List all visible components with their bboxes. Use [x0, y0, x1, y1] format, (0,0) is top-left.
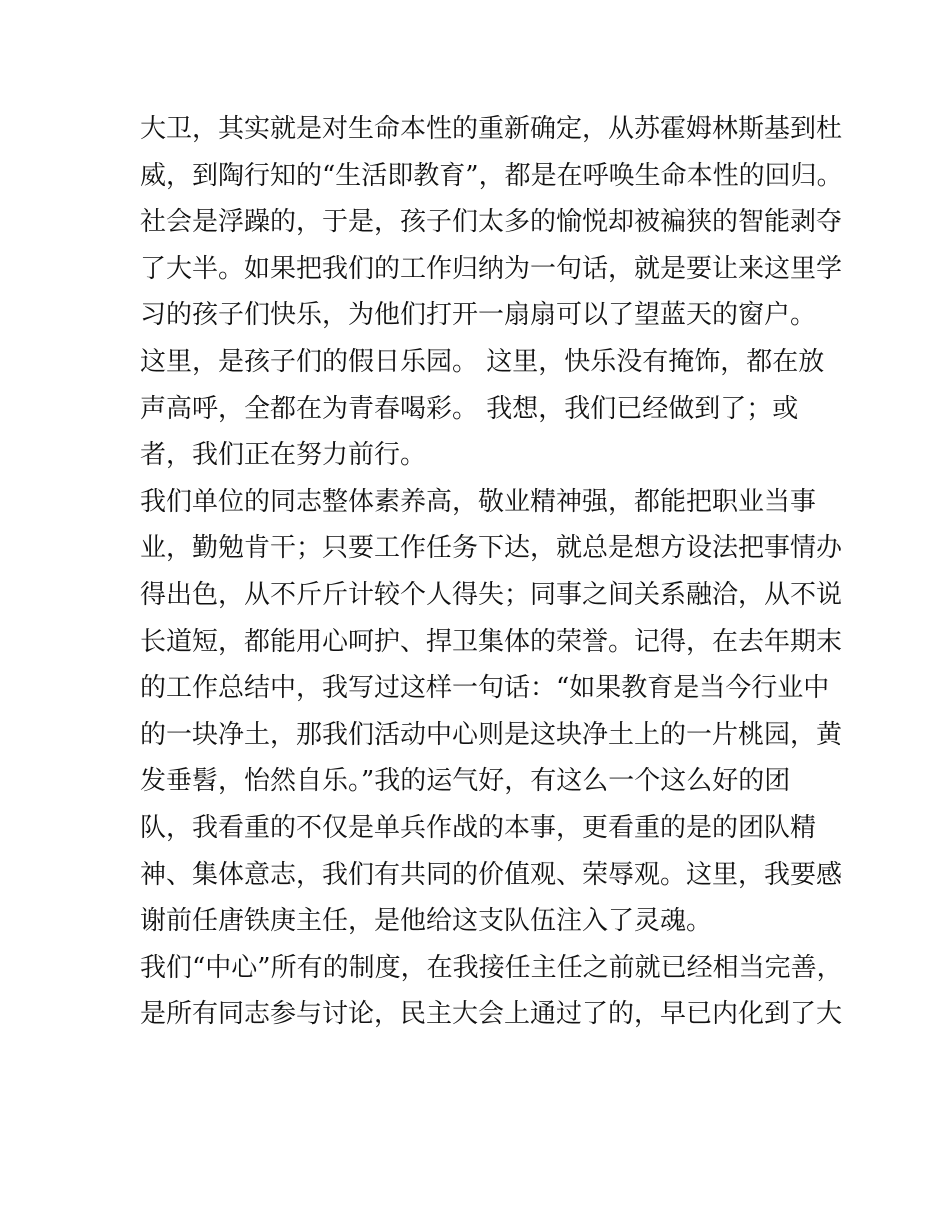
text-line: 者，我们正在努力前行。 — [140, 440, 427, 471]
text-line: 是所有同志参与讨论，民主大会上通过了的，早已内化到了大 — [140, 999, 843, 1030]
body-text — [140, 106, 843, 1038]
text-line: 谢前任唐铁庚主任，是他给这支队伍注入了灵魂。 — [140, 906, 713, 937]
text-line: 大卫，其实就是对生命本性的重新确定，从苏霍姆林斯基到杜 — [140, 114, 843, 144]
text-line: 神、集体意志，我们有共同的价值观、荣辱观。这里，我要感 — [140, 859, 843, 890]
text-line: 发垂髫，怡然自乐。”我的运气好，有这么一个这么好的团 — [140, 766, 791, 797]
text-line: 社会是浮躁的，于是，孩子们太多的愉悦却被褊狭的智能剥夺 — [140, 207, 843, 238]
text-line: 我们“中心”所有的制度，在我接任主任之前就已经相当完善， — [140, 952, 843, 983]
text-line: 这里，是孩子们的假日乐园。 这里，快乐没有掩饰，都在放 — [140, 346, 825, 377]
text-line: 得出色，从不斤斤计较个人得失；同事之间关系融洽，从不说 — [140, 579, 843, 610]
text-line: 队，我看重的不仅是单兵作战的本事，更看重的是的团队精 — [140, 812, 817, 843]
text-line: 业，勤勉肯干；只要工作任务下达，就总是想方设法把事情办 — [140, 533, 843, 564]
text-line: 了大半。如果把我们的工作归纳为一句话，就是要让来这里学 — [140, 253, 843, 284]
text-line: 我们单位的同志整体素养高，敬业精神强，都能把职业当事 — [140, 486, 817, 517]
text-line: 威，到陶行知的“生活即教育”，都是在呼唤生命本性的回归。 — [140, 160, 843, 191]
text-line: 声高呼，全都在为青春喝彩。 我想，我们已经做到了；或 — [140, 393, 799, 424]
text-line: 的工作总结中，我写过这样一句话：“如果教育是当今行业中 — [140, 673, 830, 704]
text-line: 的一块净土，那我们活动中心则是这块净土上的一片桃园，黄 — [140, 719, 843, 750]
text-line: 长道短，都能用心呵护、捍卫集体的荣誉。记得，在去年期末 — [140, 626, 843, 657]
text-line: 习的孩子们快乐，为他们打开一扇扇可以了望蓝天的窗户。 — [140, 300, 817, 331]
